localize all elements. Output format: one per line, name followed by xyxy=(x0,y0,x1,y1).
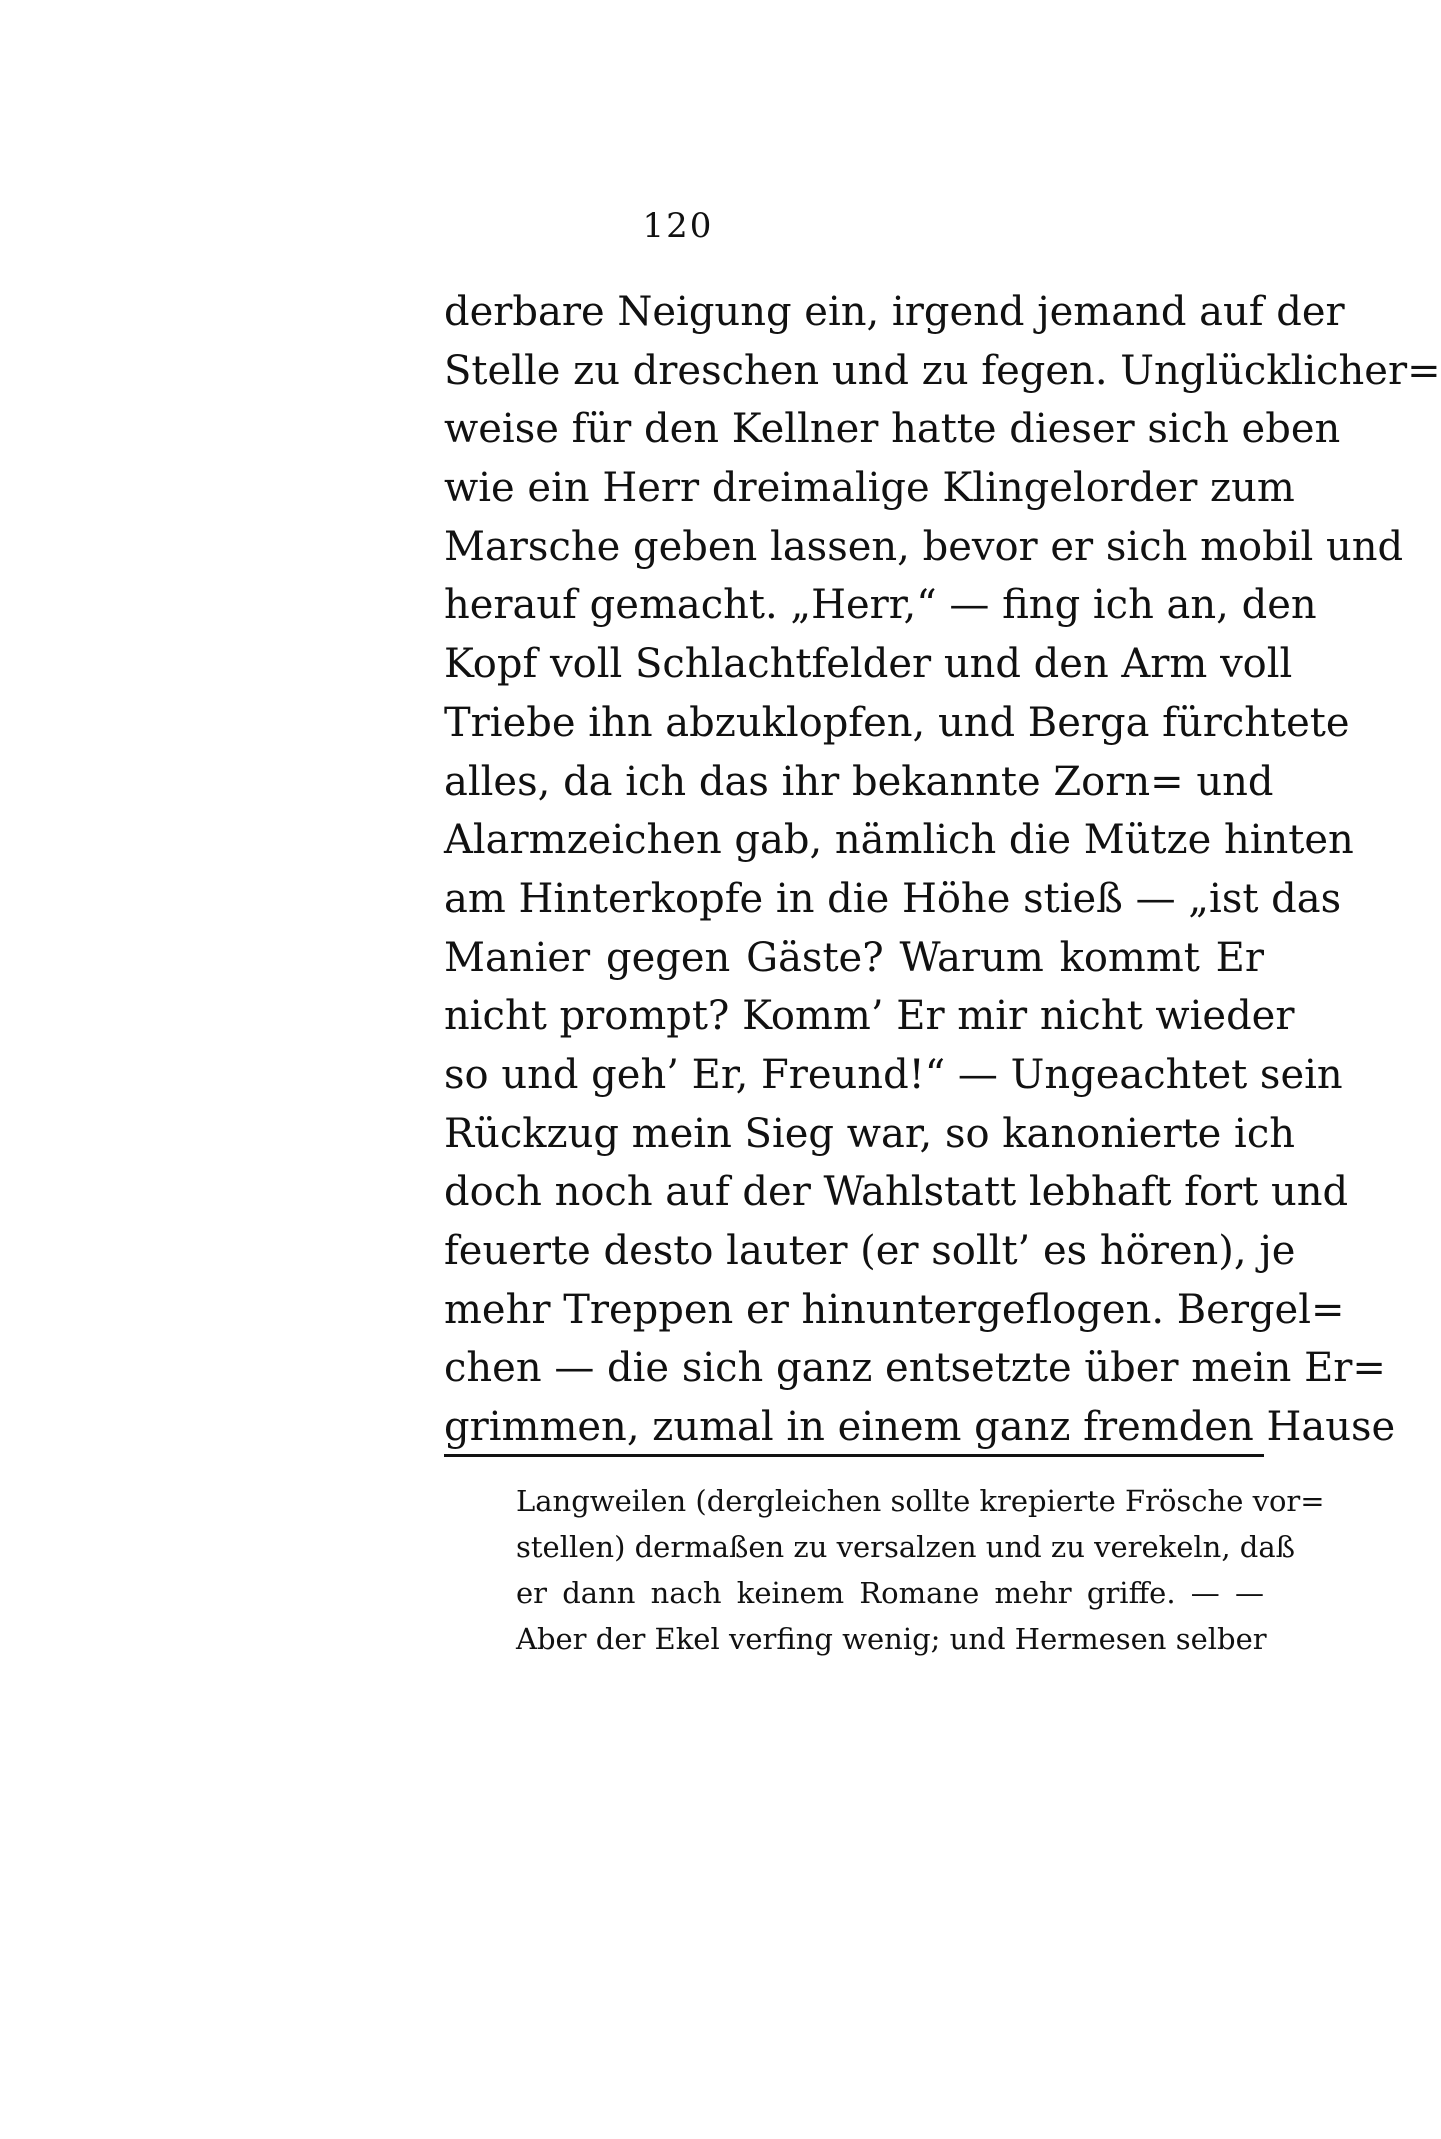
footnote-line: stellen) dermaßen zu versalzen und zu verekeln, daß xyxy=(516,1530,1296,1564)
body-line: nicht prompt? Komm’ Er mir nicht wieder xyxy=(444,993,1295,1040)
body-line: Kopf voll Schlachtfelder und den Arm voll xyxy=(444,641,1293,688)
body-line: alles, da ich das ihr bekannte Zorn= und xyxy=(444,758,1274,805)
body-line: Marsche geben lassen, bevor er sich mobil und xyxy=(444,523,1404,570)
body-line: am Hinterkopfe in die Höhe stieß — „ist das xyxy=(444,875,1342,922)
footnote-line: Langweilen (dergleichen sollte krepierte Frösche vor= xyxy=(516,1484,1325,1518)
body-line: herauf gemacht. „Herr,“ — fing ich an, den xyxy=(444,582,1317,629)
body-line: Alarmzeichen gab, nämlich die Mütze hinten xyxy=(444,817,1354,864)
body-line: wie ein Herr dreimalige Klingelorder zum xyxy=(444,465,1295,512)
footnote xyxy=(516,1478,1325,1662)
body-line: chen — die sich ganz entsetzte über mein Er= xyxy=(444,1345,1386,1392)
footnote-separator-rule xyxy=(444,1454,1264,1457)
body-line: Stelle zu dreschen und zu fegen. Unglücklicher= xyxy=(444,347,1441,394)
body-line: derbare Neigung ein, irgend jemand auf der xyxy=(444,289,1345,335)
body-line: so und geh’ Er, Freund!“ — Ungeachtet sein xyxy=(444,1051,1343,1098)
body-text xyxy=(444,283,1441,1457)
body-line: feuerte desto lauter (er sollt’ es hören), je xyxy=(444,1228,1296,1274)
body-line: Rückzug mein Sieg war, so kanonierte ich xyxy=(444,1110,1295,1157)
footnote-line: er dann nach keinem Romane mehr griffe. — — xyxy=(516,1576,1264,1610)
body-line: mehr Treppen er hinuntergeflogen. Bergel= xyxy=(444,1286,1345,1333)
body-line: Manier gegen Gäste? Warum kommt Er xyxy=(444,934,1264,981)
body-line: Triebe ihn abzuklopfen, und Berga fürchtete xyxy=(444,699,1350,746)
footnote-line: Aber der Ekel verfing wenig; und Hermesen selber xyxy=(516,1622,1267,1656)
body-line: grimmen, zumal in einem ganz fremden Hause xyxy=(444,1404,1396,1451)
page-number: 120 xyxy=(642,206,714,246)
body-line: doch noch auf der Wahlstatt lebhaft fort und xyxy=(444,1169,1349,1216)
body-line: weise für den Kellner hatte dieser sich eben xyxy=(444,406,1341,453)
